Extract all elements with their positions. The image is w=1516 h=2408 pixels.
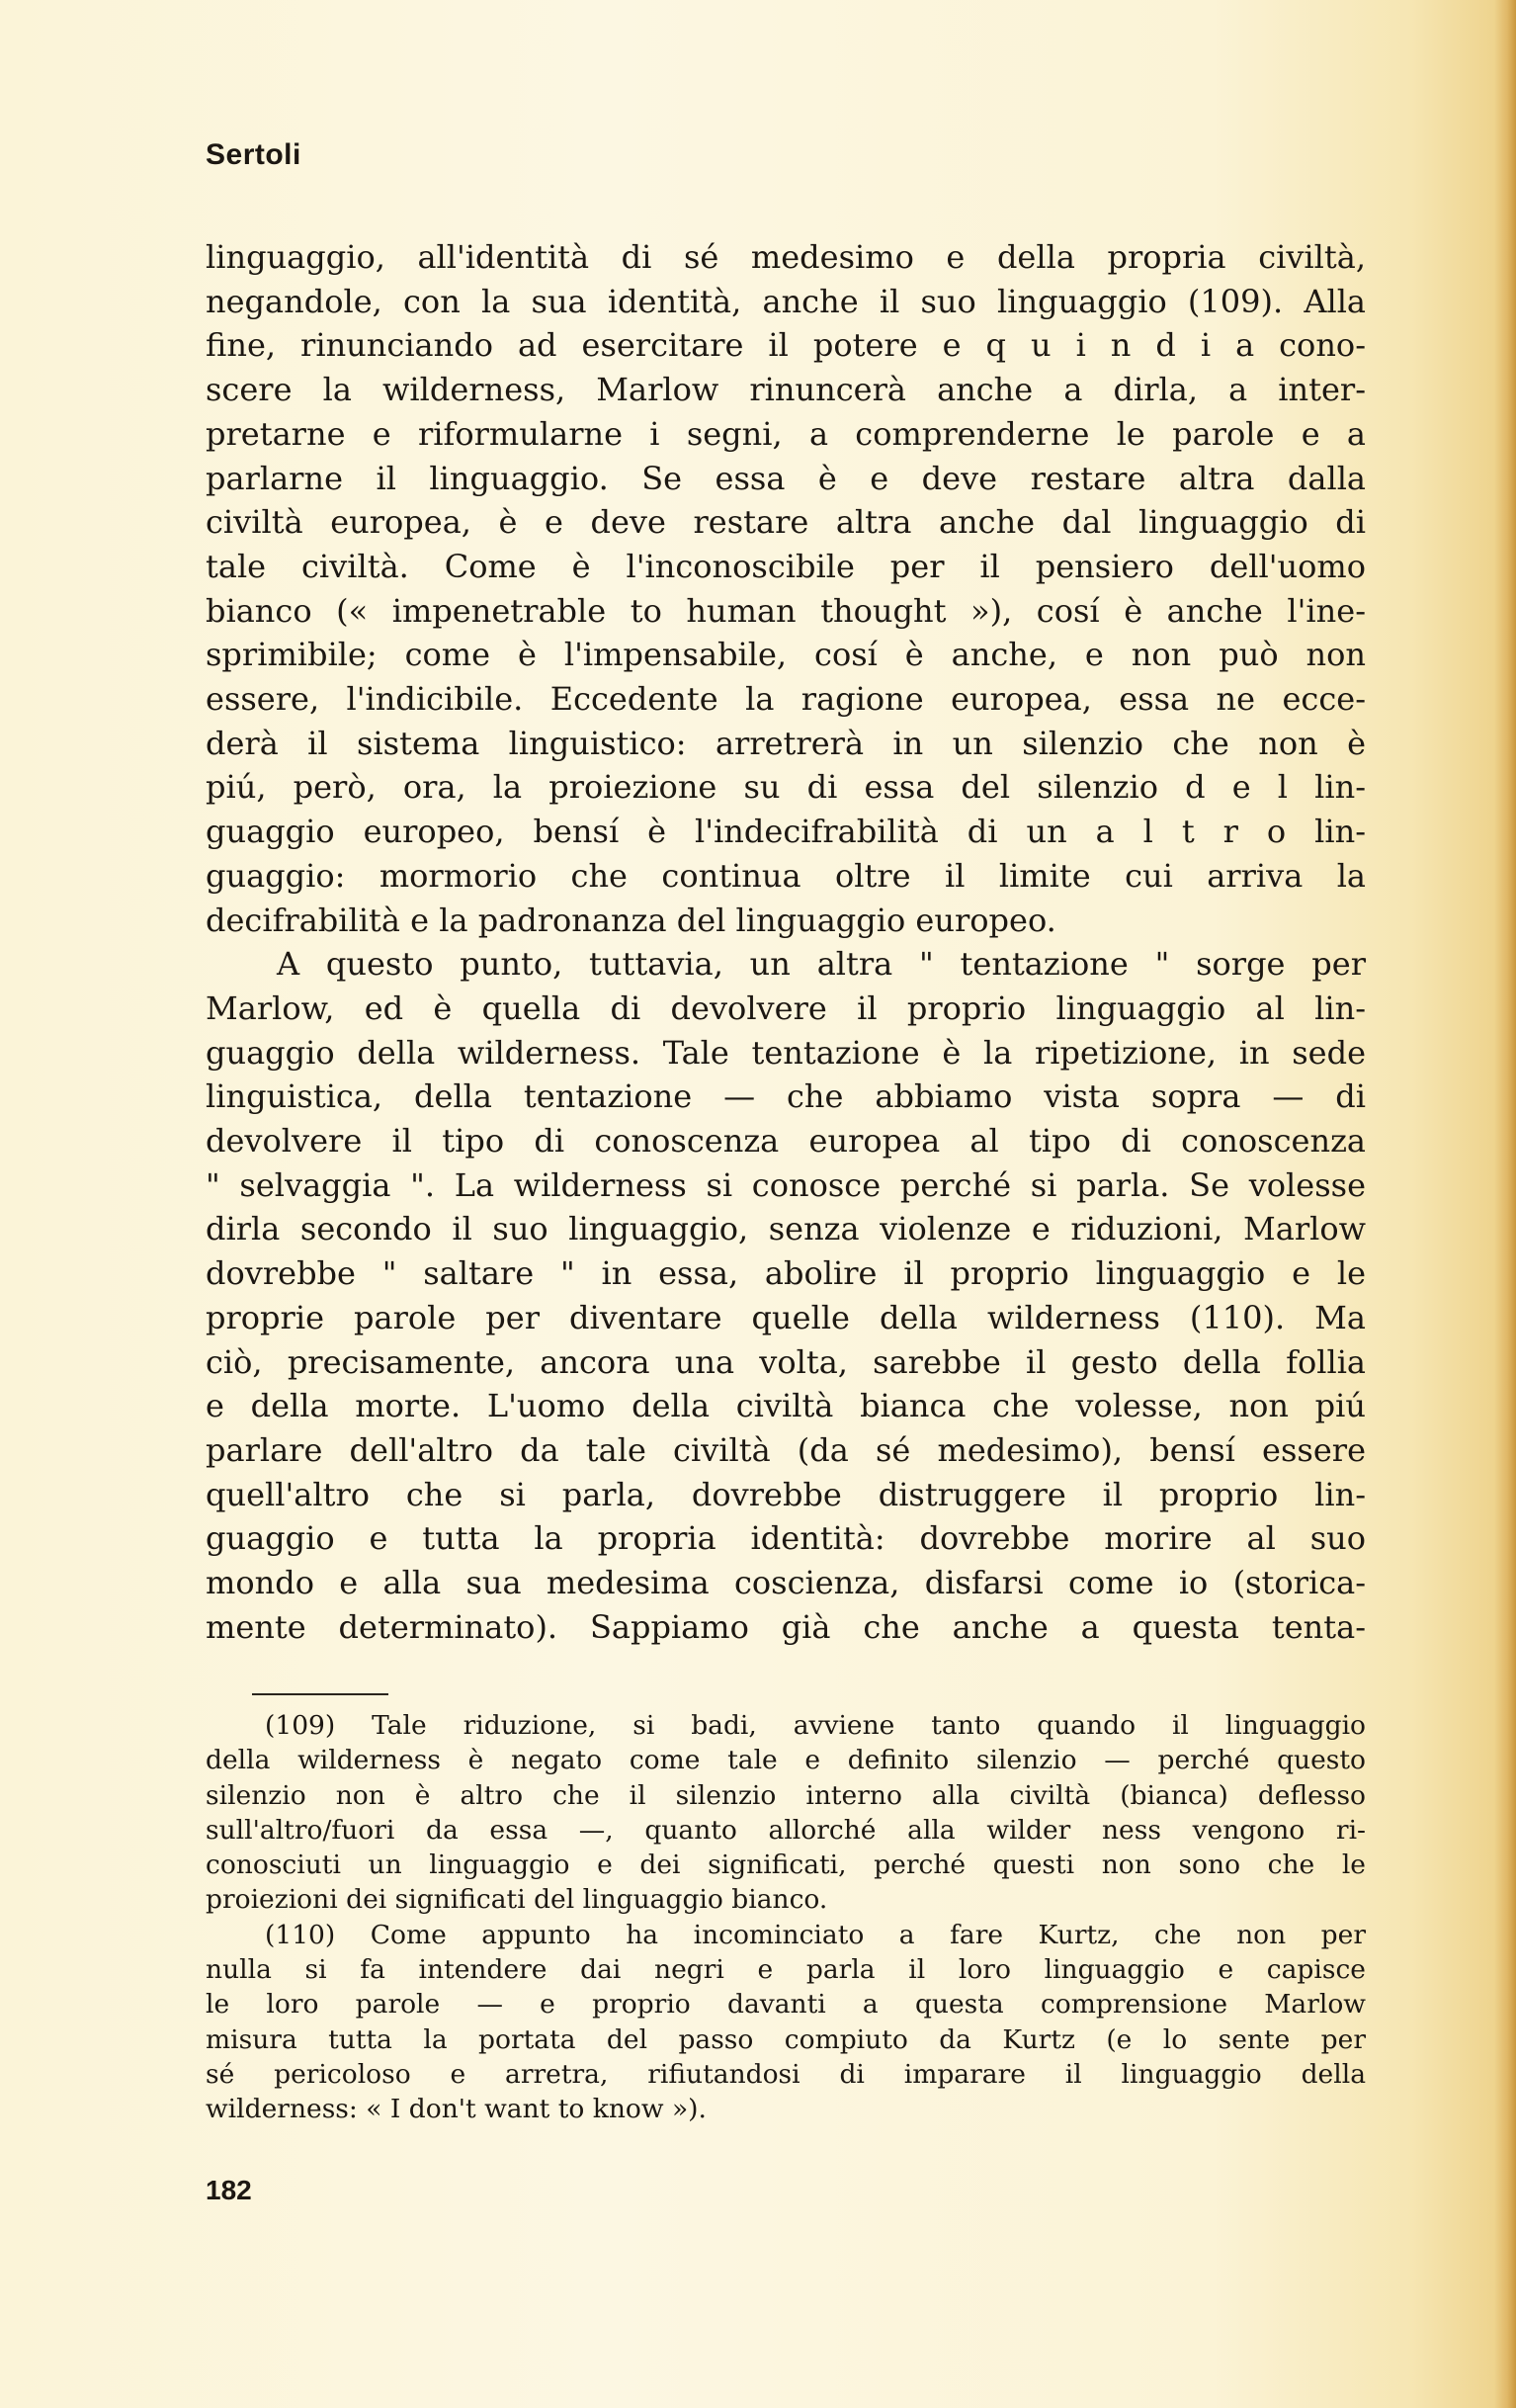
text-line: ciò, precisamente, ancora una volta, sarebbe il gesto della follia (206, 1342, 1366, 1381)
main-text (206, 235, 1366, 1650)
footnote-line: sull'altro/fuori da essa —, quanto allorché alla wilder ness vengono ri- (206, 1814, 1366, 1846)
footnote-line: proiezioni dei significati del linguaggio bianco. (206, 1884, 828, 1916)
footnote-line: conosciuti un linguaggio e dei significati, perché questi non sono che le (206, 1849, 1366, 1881)
text-line: Marlow, ed è quella di devolvere il proprio linguaggio al lin- (206, 989, 1366, 1027)
footnote-line: (109) Tale riduzione, si badi, avviene tanto quando il linguaggio (265, 1710, 1366, 1741)
text-line: mente determinato). Sappiamo già che anche a questa tenta- (206, 1607, 1366, 1646)
page-number: 182 (206, 2175, 252, 2205)
text-line: linguistica, della tentazione — che abbiamo vista sopra — di (206, 1077, 1366, 1116)
footnote-line: silenzio non è altro che il silenzio interno alla civiltà (bianca) deflesso (206, 1779, 1366, 1811)
text-line: piú, però, ora, la proiezione su di essa del silenzio d e l lin- (206, 768, 1366, 807)
text-line: guaggio e tutta la propria identità: dovrebbe morire al suo (206, 1519, 1366, 1558)
text-line: parlarne il linguaggio. Se essa è e deve restare altra dalla (206, 459, 1366, 497)
text-line: linguaggio, all'identità di sé medesimo e della propria civiltà, (206, 238, 1366, 276)
text-line: scere la wilderness, Marlow rinuncerà anche a dirla, a inter- (206, 371, 1366, 409)
text-line: guaggio europeo, bensí è l'indecifrabilità di un a l t r o lin- (206, 813, 1366, 851)
text-line: " selvaggia ". La wilderness si conosce perché si parla. Se volesse (206, 1165, 1366, 1204)
text-line: parlare dell'altro da tale civiltà (da sé medesimo), bensí essere (206, 1430, 1366, 1469)
text-line: guaggio: mormorio che continua oltre il limite cui arriva la (206, 856, 1366, 895)
text-line: bianco (« impenetrable to human thought »), cosí è anche l'ine- (206, 591, 1366, 630)
text-line: dovrebbe " saltare " in essa, abolire il proprio linguaggio e le (206, 1254, 1366, 1293)
running-header: Sertoli (206, 138, 301, 171)
footnote-line: della wilderness è negato come tale e definito silenzio — perché questo (206, 1745, 1366, 1776)
footnote-line: (110) Come appunto ha incominciato a fare Kurtz, che non per (265, 1919, 1366, 1950)
text-line: A questo punto, tuttavia, un altra " tentazione " sorge per (277, 945, 1366, 984)
text-line: dirla secondo il suo linguaggio, senza violenze e riduzioni, Marlow (206, 1210, 1366, 1248)
text-line: quell'altro che si parla, dovrebbe distruggere il proprio lin- (206, 1475, 1366, 1513)
text-line: pretarne e riformularne i segni, a comprenderne le parole e a (206, 414, 1366, 453)
text-line: civiltà europea, è e deve restare altra anche dal linguaggio di (206, 503, 1366, 542)
text-line: sprimibile; come è l'impensabile, cosí è anche, e non può non (206, 636, 1366, 674)
footnotes (206, 1708, 1366, 2127)
text-line: guaggio della wilderness. Tale tentazione è la ripetizione, in sede (206, 1033, 1366, 1072)
text-line: tale civiltà. Come è l'inconoscibile per il pensiero dell'uomo (206, 547, 1366, 585)
text-line: fine, rinunciando ad esercitare il potere e q u i n d i a cono- (206, 326, 1366, 365)
page-edge (1494, 0, 1516, 2408)
footnote-line: sé pericoloso e arretra, rifiutandosi di imparare il linguaggio della (206, 2058, 1366, 2090)
footnote-line: nulla si fa intendere dai negri e parla il loro linguaggio e capisce (206, 1954, 1366, 1986)
text-line: proprie parole per diventare quelle della wilderness (110). Ma (206, 1298, 1366, 1336)
text-line: derà il sistema linguistico: arretrerà in un silenzio che non è (206, 724, 1366, 762)
footnote-line: le loro parole — e proprio davanti a questa comprensione Marlow (206, 1989, 1366, 2021)
text-line: essere, l'indicibile. Eccedente la ragione europea, essa ne ecce- (206, 680, 1366, 719)
footnote-separator (252, 1693, 388, 1695)
text-line: negandole, con la sua identità, anche il suo linguaggio (109). Alla (206, 282, 1366, 320)
text-line: devolvere il tipo di conoscenza europea al tipo di conoscenza (206, 1122, 1366, 1161)
footnote-line: wilderness: « I don't want to know »). (206, 2094, 707, 2125)
text-line: mondo e alla sua medesima coscienza, disfarsi come io (storica- (206, 1564, 1366, 1602)
footnote-line: misura tutta la portata del passo compiuto da Kurtz (e lo sente per (206, 2023, 1366, 2055)
text-line: decifrabilità e la padronanza del linguaggio europeo. (206, 901, 1056, 939)
text-line: e della morte. L'uomo della civiltà bianca che volesse, non piú (206, 1387, 1366, 1425)
